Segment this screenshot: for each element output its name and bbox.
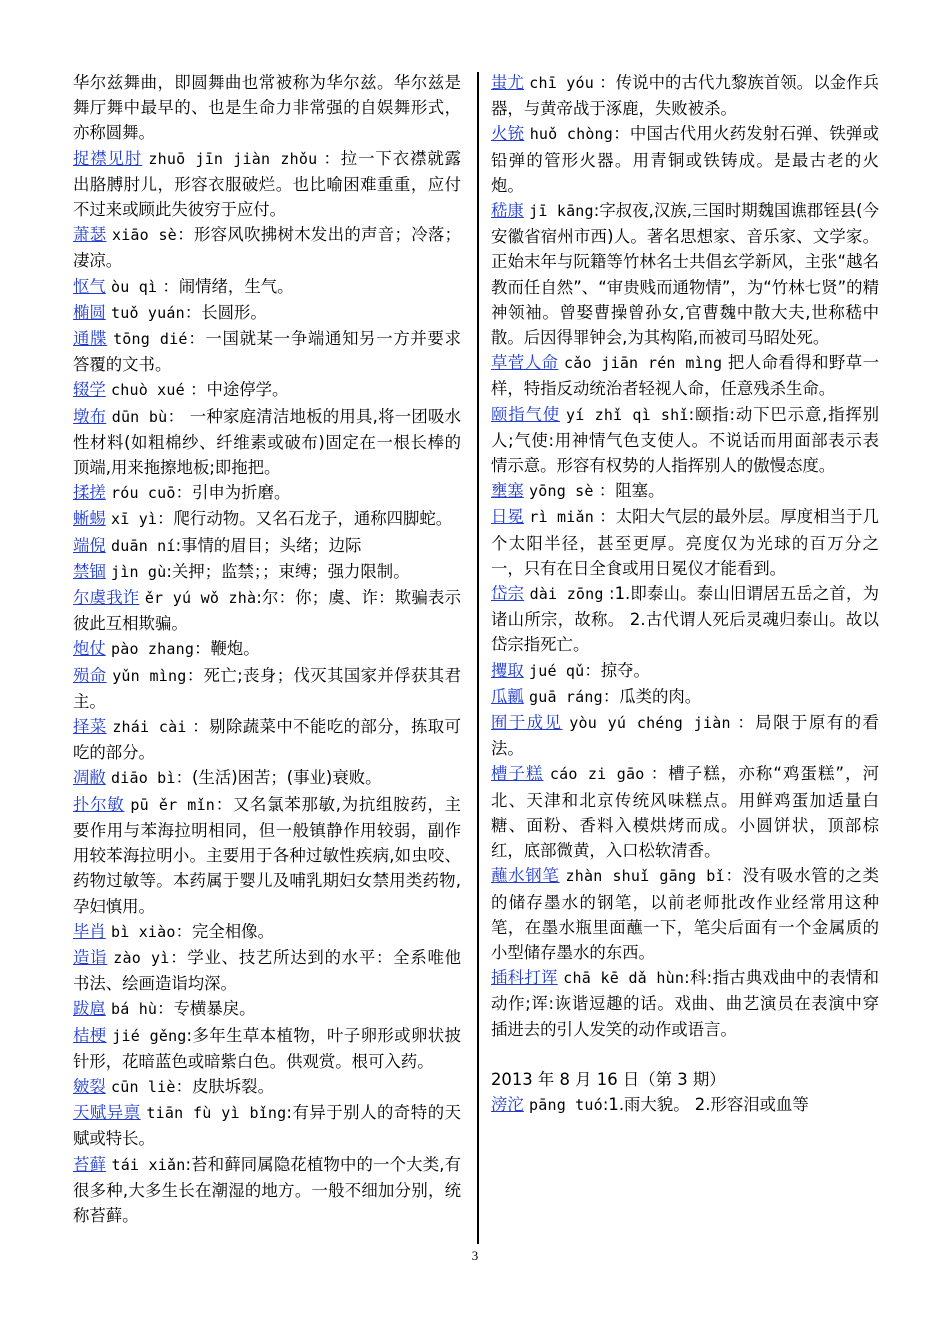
separator: ： (613, 124, 630, 144)
definition: 关押；监禁；；束缚；强力限制。 (171, 561, 410, 581)
pinyin: jìn gù (111, 562, 167, 581)
glossary-entry (491, 581, 879, 658)
pinyin: xī yì (111, 510, 158, 529)
glossary-entry (73, 1074, 461, 1100)
glossary-entry (491, 198, 879, 350)
separator: ： (157, 276, 179, 296)
pinyin: pào zhang (111, 640, 195, 659)
pinyin: duān ní (111, 536, 176, 555)
term-link[interactable]: 择菜 (73, 717, 107, 737)
glossary-entry (491, 710, 879, 761)
separator: ： (186, 717, 210, 737)
glossary-entry (491, 761, 879, 863)
pinyin: cūn liè (111, 1077, 176, 1096)
continuation-text: 华尔兹舞曲，即圆舞曲也常被称为华尔兹。华尔兹是舞厅舞中最早的、也是生命力非常强的自娱舞形式，亦称圆舞。 (73, 73, 461, 143)
glossary-entry (73, 1152, 461, 1229)
term-link[interactable]: 草菅人命 (491, 353, 559, 373)
definition: 学业、技艺所达到的水平：全系唯他书法、绘画造诣均深。 (73, 947, 462, 994)
term-link[interactable]: 揉搓 (73, 483, 106, 503)
separator: : (185, 1154, 191, 1174)
glossary-entry (73, 919, 461, 945)
glossary-entry (73, 559, 461, 585)
term-link[interactable]: 岱宗 (491, 584, 525, 604)
definition: 事情的眉目；头绪；边际 (181, 535, 362, 555)
glossary-entry (73, 274, 461, 300)
pinyin: tiān fù yì bǐng (146, 1104, 287, 1123)
pinyin: jué qǔ (529, 661, 585, 680)
separator: ： (317, 148, 341, 168)
definition: 把人命看得和野草一样，特指反动统治者轻视人命，任意残杀生命。 (491, 353, 879, 399)
glossary-entry (491, 70, 879, 121)
definition: 爬行动物。又名石龙子，通称四脚蛇。 (173, 509, 453, 529)
definition: 死亡;丧身；伐灭其国家并俘获其君主。 (73, 665, 461, 711)
pinyin: cáo zi gāo (549, 765, 645, 784)
definition: 长圆形。 (201, 302, 267, 322)
pinyin: yí zhǐ qì shǐ (566, 405, 689, 424)
term-link[interactable]: 通牒 (73, 329, 108, 349)
glossary-entry (73, 480, 461, 506)
glossary-entry (491, 121, 879, 198)
pinyin: jié gěng (112, 1026, 187, 1045)
pinyin: guā ráng (529, 687, 603, 706)
glossary-entry (73, 326, 461, 377)
glossary-entry (491, 863, 879, 965)
right-column (491, 70, 879, 1118)
glossary-entry (491, 504, 879, 581)
glossary-entry (73, 636, 461, 662)
separator: ： (593, 481, 616, 501)
term-link[interactable]: 跋扈 (73, 999, 106, 1019)
term-link[interactable]: 扑尔敏 (73, 794, 125, 814)
term-link[interactable]: 苔藓 (73, 1154, 107, 1174)
pinyin: pāng tuó (529, 1095, 603, 1114)
separator: : (684, 968, 690, 988)
separator: : (256, 588, 262, 608)
column-divider (477, 72, 479, 1244)
definition: 闹情绪，生气。 (178, 276, 294, 296)
definition: 皮肤坼裂。 (192, 1076, 274, 1096)
pinyin: chā kē dǎ hùn (563, 969, 685, 988)
term-link[interactable]: 殒命 (73, 665, 107, 685)
right-entry-list (491, 70, 879, 1042)
definition: 槽子糕，亦称“鸡蛋糕”，河北、天津和北京传统风味糕点。用鲜鸡蛋加适量白糖、面粉、香料入模烘烤而成。小圆饼状，顶部棕红，底部微黄，入口松软清香。 (491, 764, 880, 861)
term-link[interactable]: 蜥蜴 (73, 509, 106, 529)
glossary-entry (491, 1092, 879, 1118)
term-link[interactable]: 颐指气使 (491, 404, 560, 424)
separator: ： (187, 329, 206, 349)
glossary-entry (491, 658, 879, 684)
separator: ： (184, 302, 202, 322)
term-link[interactable]: 插科打诨 (491, 968, 558, 988)
glossary-entry (491, 350, 879, 401)
glossary-entry (491, 478, 879, 504)
definition: 中途停学。 (206, 380, 289, 400)
separator: ： (593, 507, 616, 527)
separator: ： (184, 380, 207, 400)
pinyin: tōng dié (113, 330, 188, 349)
definition: 传说中的古代九黎族首领。以金作兵器，与黄帝战于涿鹿，失败被杀。 (491, 73, 880, 119)
definition: 科:指古典戏曲中的表情和动作;诨:诙谐逗趣的话。戏曲、曲艺演员在表演中穿插进去的引人发笑的动作或语言。 (491, 968, 880, 1039)
separator: : (593, 201, 600, 221)
definition: 一种家庭清洁地板的用具,将一团吸水性材料(如粗棉纱、纤维素或破布)固定在一根长棒的顶端,用来拖擦地板;即拖把。 (73, 406, 461, 478)
glossary-entry (73, 1023, 461, 1074)
separator: ： (175, 921, 193, 941)
term-link[interactable]: 毕肖 (73, 921, 106, 941)
pinyin: xiāo sè (111, 226, 177, 245)
separator: ： (176, 225, 194, 245)
pinyin: yǔn mìng (112, 666, 187, 685)
term-link[interactable]: 禁锢 (73, 561, 106, 581)
pinyin: pū ěr mǐn (130, 795, 215, 814)
pinyin: òu qì (111, 277, 158, 296)
separator: : (602, 1094, 609, 1114)
separator: : (603, 584, 615, 604)
page-number: 3 (471, 1248, 479, 1263)
definition: 完全相像。 (192, 921, 274, 941)
separator: ： (186, 665, 204, 685)
pinyin: yòu yú chéng jiàn (569, 714, 731, 733)
left-column (73, 70, 461, 1228)
term-link[interactable]: 蘸水钢笔 (491, 866, 560, 886)
pinyin: chī yóu (529, 74, 594, 92)
pinyin: chuò xué (111, 381, 185, 400)
pinyin: zào yì (113, 948, 170, 967)
separator: ： (167, 406, 190, 426)
term-link[interactable]: 端倪 (73, 535, 106, 555)
term-link[interactable]: 萧瑟 (73, 225, 107, 245)
term-link[interactable]: 蚩尤 (491, 73, 524, 92)
glossary-entry (73, 146, 461, 223)
pinyin: zhàn shuǐ gāng bǐ (565, 867, 725, 886)
pinyin: ěr yú wǒ zhà (144, 589, 257, 608)
glossary-entry (73, 765, 461, 791)
definition: 掠夺。 (600, 660, 650, 680)
definition: 中国古代用火药发射石弹、铁弹或铅弹的管形火器。用青铜或铁铸成。是最古老的火炮。 (491, 124, 880, 195)
term-link[interactable]: 尔虞我诈 (73, 588, 140, 608)
term-link[interactable]: 椭圆 (73, 302, 106, 322)
glossary-entry (491, 402, 879, 479)
pinyin: dài zōng (529, 585, 604, 604)
glossary-entry (491, 965, 879, 1042)
definition: 阻塞。 (615, 481, 665, 501)
glossary-entry (73, 792, 461, 919)
separator: ： (730, 713, 756, 733)
separator: ： (215, 794, 233, 814)
pinyin: cǎo jiān rén mìng (564, 354, 723, 373)
glossary-entry (73, 300, 461, 326)
pinyin: diāo bì (111, 769, 176, 788)
term-link[interactable]: 皴裂 (73, 1076, 106, 1096)
left-entry-list (73, 146, 461, 1229)
term-link[interactable]: 瓜瓤 (491, 686, 524, 706)
separator: ： (157, 509, 174, 529)
definition: 局限于原有的看法。 (491, 713, 879, 759)
glossary-entry (73, 377, 461, 403)
definition: 多年生草本植物，叶子卵形或卵状披针形，花暗蓝色或暗紫白色。供观赏。根可入药。 (73, 1025, 461, 1071)
separator: ： (175, 1076, 193, 1096)
glossary-entry (73, 663, 461, 714)
definition: 专横暴戾。 (173, 999, 256, 1019)
pinyin: yōng sè (529, 482, 594, 501)
issue-header: 2013 年 8 月 16 日（第 3 期） (491, 1069, 726, 1089)
glossary-entry (73, 585, 461, 636)
separator: ： (169, 947, 188, 967)
glossary-entry (73, 506, 461, 532)
glossary-entry (73, 1100, 461, 1151)
definition: 引申为折磨。 (192, 483, 291, 503)
term-link[interactable]: 日冕 (491, 507, 524, 527)
separator: : (688, 404, 695, 424)
term-link[interactable]: 墩布 (73, 406, 107, 426)
glossary-entry (73, 222, 461, 273)
definition: 瓜类的肉。 (619, 686, 702, 706)
definition: 1.雨大貌。 2.形容泪或血等 (608, 1094, 809, 1114)
pinyin: bì xiào (111, 922, 176, 941)
separator: ： (584, 660, 601, 680)
pinyin: rì miǎn (529, 508, 594, 527)
separator: ： (175, 768, 193, 788)
pinyin: zhái cài (112, 718, 187, 737)
separator: ： (593, 73, 616, 92)
glossary-entry (73, 996, 461, 1022)
glossary-entry (73, 714, 461, 765)
pinyin: zhuō jīn jiàn zhǒu (148, 149, 318, 168)
pinyin: huǒ chòng (529, 125, 614, 144)
separator: ： (157, 999, 174, 1019)
term-link[interactable]: 槽子糕 (491, 764, 544, 784)
definition: 形容风吹拂树木发出的声音；冷落；凄凉。 (73, 225, 462, 271)
pinyin: tái xiǎn (111, 1155, 186, 1174)
definition: 拉一下衣襟就露出胳膊肘儿，形容衣服破烂。也比喻困难重重，应付不过来或顾此失彼穷于应付。 (73, 148, 462, 220)
term-link[interactable]: 捉襟见肘 (73, 148, 143, 168)
definition: 1.即泰山。泰山旧谓居五岳之首，为诸山所宗，故称。 2.古代谓人死后灵魂归泰山。故以岱宗指死亡。 (491, 584, 879, 655)
pinyin: dūn bù (111, 407, 168, 426)
term-link[interactable]: 火铳 (491, 124, 525, 144)
definition: 剔除蔬菜中不能吃的部分，拣取可吃的部分。 (73, 717, 461, 763)
term-link[interactable]: 壅塞 (491, 481, 524, 501)
pinyin: jī kāng (529, 202, 594, 221)
definition: 一国就某一争端通知另一方并要求答覆的文书。 (73, 329, 461, 375)
glossary-entry (73, 945, 461, 996)
term-link[interactable]: 攫取 (491, 660, 524, 680)
pinyin: róu cuō (111, 484, 176, 503)
term-link[interactable]: 囿于成见 (491, 713, 563, 733)
term-link[interactable]: 怄气 (73, 276, 106, 296)
term-link[interactable]: 天赋异禀 (73, 1103, 141, 1123)
definition: (生活)困苦；(事业)衰败。 (192, 768, 382, 788)
separator: ： (724, 866, 743, 886)
separator: : (175, 535, 182, 555)
glossary-entry (73, 533, 461, 559)
pinyin: tuǒ yuán (111, 303, 185, 322)
term-link[interactable]: 嵇康 (491, 201, 524, 221)
definition: 没有吸水管的之类的储存墨水的钢笔，以前老师批改作业经常用这种笔，在墨水瓶里面蘸一下，笔尖后面有一个金属质的小型储存墨水的东西。 (491, 866, 880, 962)
separator: : (286, 1103, 292, 1123)
term-link[interactable]: 凋敝 (73, 768, 106, 788)
definition: 颐指:动下巴示意,指挥别人;气使:用神情气色支使人。不说话而用面部表示表情示意。形容有权势的人指挥别人的傲慢态度。 (491, 404, 880, 476)
pinyin: bá hù (111, 1000, 158, 1019)
definition: 尔：你；虞、诈：欺骗表示彼此互相欺骗。 (73, 588, 461, 634)
glossary-entry (491, 684, 879, 710)
glossary-entry (73, 404, 461, 481)
definition: 有异于别人的奇特的天赋或特长。 (73, 1103, 462, 1149)
term-link[interactable]: 桔梗 (73, 1025, 107, 1045)
definition: 苔和藓同属隐花植物中的一个大类,有很多种,大多生长在潮湿的地方。一般不细加分别，统称苔藓。 (73, 1154, 462, 1225)
term-link[interactable]: 炮仗 (73, 639, 106, 659)
definition: 字叔夜,汉族,三国时期魏国谯郡铚县(今安徽省宿州市西)人。著名思想家、音乐家、文学家。正始末年与阮籍等竹林名士共倡玄学新风，主张“越名教而任自然”、“审贵贱而通物情”，为“竹林七贤”的精神领袖。曾娶曹操曾孙女,官曹魏中散大夫,世称嵇中散。后因得罪钟会,为其构陷,而被司马昭处死。 (491, 201, 879, 348)
term-link[interactable]: 滂沱 (491, 1094, 524, 1114)
definition: 鞭炮。 (210, 639, 260, 659)
term-link[interactable]: 辍学 (73, 380, 106, 400)
separator: : (166, 561, 172, 581)
separator: ： (602, 686, 620, 706)
definition: 又名氯苯那敏,为抗组胺药，主要作用与苯海拉明相同，但一般镇静作用较弱，副作用较苯海拉明小。主要用于各种过敏性疾病,如虫咬、药物过敏等。本药属于婴儿及哺乳期妇女禁用类药物,孕妇慎用。 (73, 794, 462, 916)
separator: ： (175, 483, 193, 503)
separator: ： (194, 639, 211, 659)
separator: ： (644, 764, 669, 784)
separator: : (186, 1025, 193, 1045)
definition: 太阳大气层的最外层。厚度相当于几个太阳半径，甚至更厚。亮度仅为光球的百万分之一，只有在日全食或用日冕仪才能看到。 (491, 507, 880, 578)
term-link[interactable]: 造诣 (73, 947, 108, 967)
